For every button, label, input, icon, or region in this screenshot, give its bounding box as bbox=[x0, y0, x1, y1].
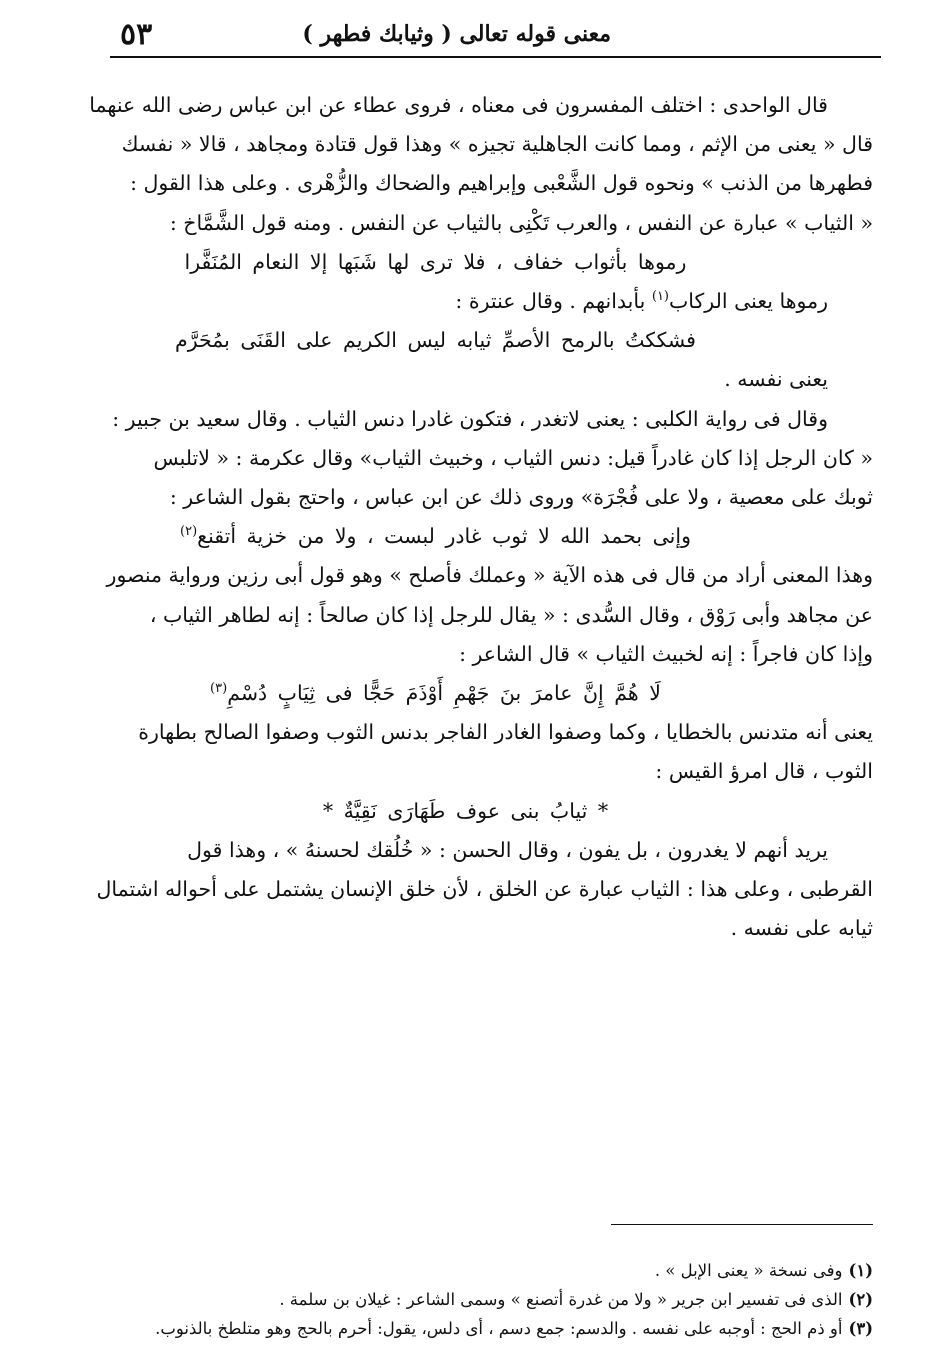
verse-antara: فشككتُ بالرمح الأصمِّ ثيابه ليس الكريم على القَنَى بمُحَرَّم bbox=[175, 328, 696, 353]
footnote-text: وفى نسخة « يعنى الإبل » . bbox=[654, 1261, 843, 1280]
text-line: يعنى نفسه . bbox=[724, 367, 828, 392]
text-line: « كان الرجل إذا كان غادراً قيل: دنس الثياب ، وخبيث الثياب» وقال عكرمة : « لاتلبس bbox=[153, 445, 873, 470]
text-line: « الثياب » عبارة عن النفس ، والعرب تَكْنِى بالثياب عن النفس . ومنه قول الشَّمَّاخ : bbox=[169, 210, 873, 235]
text-line: عن مجاهد وأبى رَوْق ، وقال السُّدى : « يقال للرجل إذا كان صالحاً : إنه لطاهر الثياب ، bbox=[149, 602, 873, 627]
footnote-ref-1: (١) bbox=[651, 289, 669, 305]
verse-text: لَا هُمَّ إِنَّ عامرَ بنَ جَهْمِ أَوْذَمَ حَجًّا فى ثِيَابٍ دُسْمِ bbox=[227, 681, 661, 706]
text-line: قال الواحدى : اختلف المفسرون فى معناه ، فروى عطاء عن ابن عباس رضى الله عنهما bbox=[89, 93, 828, 117]
text-line: فطهرها من الذنب » ونحوه قول الشَّعْبى وإبراهيم والضحاك والزُّهْرى . وعلى هذا القول : bbox=[130, 171, 873, 196]
verse-amir bbox=[58, 674, 873, 713]
page-number: ٥٣ bbox=[120, 16, 153, 52]
footnote-text: أو ذم الحج : أوجبه على نفسه . والدسم: جمع دسم ، أى دلس، يقول: أحرم بالحج وهو متلطخ بالذنوب. bbox=[155, 1319, 843, 1338]
page-header bbox=[120, 14, 881, 54]
text-line: الثوب ، قال امرؤ القيس : bbox=[655, 759, 873, 784]
footnote-mark: (٣) bbox=[848, 1319, 873, 1338]
footnote-mark: (٢) bbox=[848, 1290, 873, 1309]
verse-ghaylan bbox=[58, 517, 873, 556]
text-segment: رموها يعنى الركاب bbox=[669, 289, 828, 314]
footnote-text: الذى فى تفسير ابن جرير « ولا من غدرة أتصنع » وسمى الشاعر : غيلان بن سلمة . bbox=[279, 1290, 843, 1309]
text-line: وقال فى رواية الكلبى : يعنى لاتغدر ، فتكون غادرا دنس الثياب . وقال سعيد بن جبير : bbox=[112, 406, 828, 431]
verse-shammakh: رموها بأثواب خفاف ، فلا ترى لها شَبَها إلا النعام المُنَفَّرا bbox=[184, 249, 687, 274]
running-title: معنى قوله تعالى ( وثيابك فطهر ) bbox=[302, 21, 611, 47]
text-line: يعنى أنه متدنس بالخطايا ، وكما وصفوا الغادر الفاجر بدنس الثوب وصفوا الصالح بطهارة bbox=[138, 720, 873, 745]
verse-imru-alqays: * ثيابُ بنى عوف طَهَارَى نَقِيَّةٌ * bbox=[322, 798, 609, 823]
text-line: وإذا كان فاجراً : إنه لخبيث الثياب » قال الشاعر : bbox=[459, 641, 873, 666]
text-line bbox=[58, 282, 873, 321]
footnote-1 bbox=[55, 1256, 873, 1285]
footnote-mark: (١) bbox=[848, 1261, 873, 1280]
verse-text: وإنى بحمد الله لا ثوب غادر لبست ، ولا من خزية أتقنع bbox=[197, 524, 691, 549]
text-line: ثوبك على معصية ، ولا على فُجْرَة» وروى ذلك عن ابن عباس ، واحتج بقول الشاعر : bbox=[169, 485, 873, 510]
footnote-3 bbox=[55, 1314, 873, 1343]
text-line: قال « يعنى من الإثم ، ومما كانت الجاهلية تجيزه » وهذا قول قتادة ومجاهد ، قالا « نفسك bbox=[121, 132, 873, 157]
text-line: يريد أنهم لا يغدرون ، بل يفون ، وقال الحسن : « خُلُقك لحسنهُ » ، وهذا قول bbox=[187, 837, 828, 862]
text-segment: بأبدانهم . وقال عنترة : bbox=[455, 289, 646, 314]
footnotes bbox=[55, 1256, 873, 1343]
text-line: ثيابه على نفسه . bbox=[730, 916, 873, 941]
body-text bbox=[58, 86, 873, 948]
text-line: القرطبى ، وعلى هذا : الثياب عبارة عن الخلق ، لأن خلق الإنسان يشتمل على أحواله اشتمال bbox=[96, 877, 873, 902]
footnote-2 bbox=[55, 1285, 873, 1314]
text-line: وهذا المعنى أراد من قال فى هذه الآية « وعملك فأصلح » وهو قول أبى رزين ورواية منصور bbox=[106, 563, 873, 588]
header-rule bbox=[110, 56, 881, 58]
footnote-rule bbox=[611, 1224, 873, 1225]
footnote-ref-2: (٢) bbox=[180, 524, 198, 540]
footnote-ref-3: (٣) bbox=[210, 681, 228, 697]
